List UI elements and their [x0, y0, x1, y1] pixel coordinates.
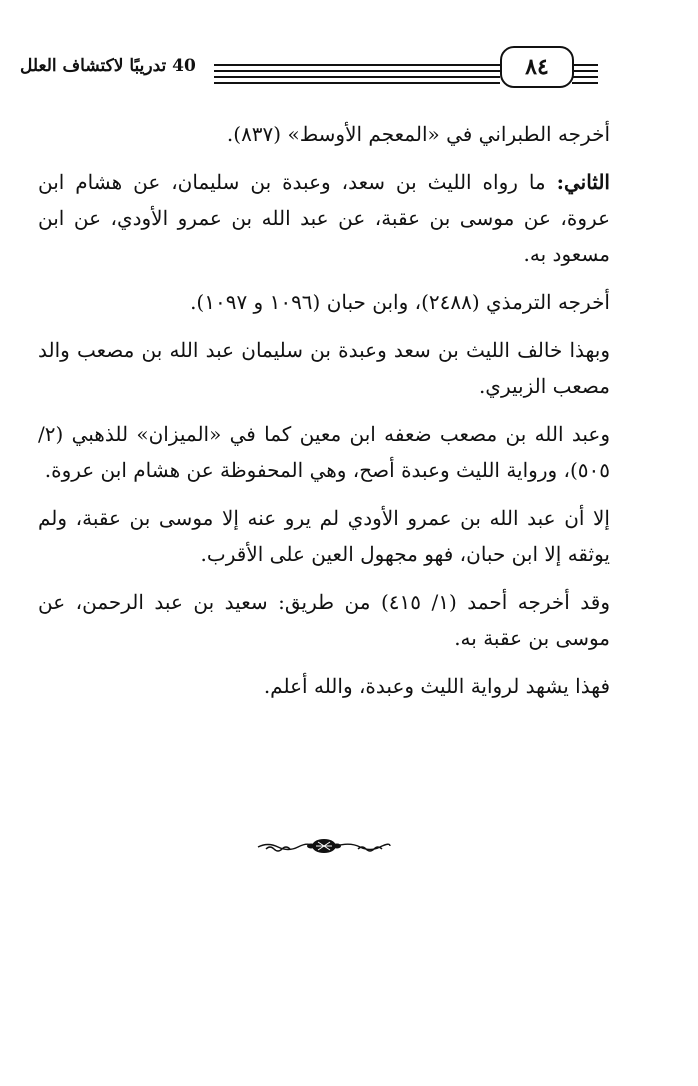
paragraph-1: أخرجه الطبراني في «المعجم الأوسط» (٨٣٧). [226, 122, 610, 146]
paragraph-4: وبهذا خالف الليث بن سعد وعبدة بن سليمان عبد الله بن مصعب والد مصعب الزبيري. [38, 338, 610, 398]
header-rule-right [572, 64, 598, 88]
paragraph-8: فهذا يشهد لرواية الليث وعبدة، والله أعلم. [263, 674, 610, 698]
running-title: 40 تدريبًا لاكتشاف العلل [20, 56, 196, 76]
paragraph-7: وقد أخرجه أحمد (١/ ٤١٥) من طريق: سعيد بن عبد الرحمن، عن موسى بن عقبة به. [38, 590, 610, 650]
header-rule-left [214, 64, 500, 88]
paragraph-lead: الثاني: [556, 170, 610, 194]
paragraph-6: إلا أن عبد الله بن عمرو الأودي لم يرو عنه إلا موسى بن عقبة، ولم يوثقه إلا ابن حبان، فهو مجهول العين على الأقرب. [38, 506, 610, 566]
page-header [0, 40, 698, 100]
floral-divider-icon [256, 834, 392, 858]
paragraph-2: الثاني: ما رواه الليث بن سعد، وعبدة بن سليمان، عن هشام ابن عروة، عن موسى بن عقبة، عن عبد الله بن عمرو الأودي، عن ابن مسعود به. [38, 170, 610, 266]
page-number: ٨٤ [525, 54, 549, 80]
body-text [38, 116, 610, 716]
page-number-box [500, 46, 574, 88]
paragraph-3: أخرجه الترمذي (٢٤٨٨)، وابن حبان (١٠٩٦ و ١٠٩٧). [190, 290, 610, 314]
paragraph-5: وعبد الله بن مصعب ضعفه ابن معين كما في «الميزان» للذهبي (٢/ ٥٠٥)، ورواية الليث وعبدة أصح، وهي المحفوظة عن هشام ابن عروة. [38, 422, 610, 482]
